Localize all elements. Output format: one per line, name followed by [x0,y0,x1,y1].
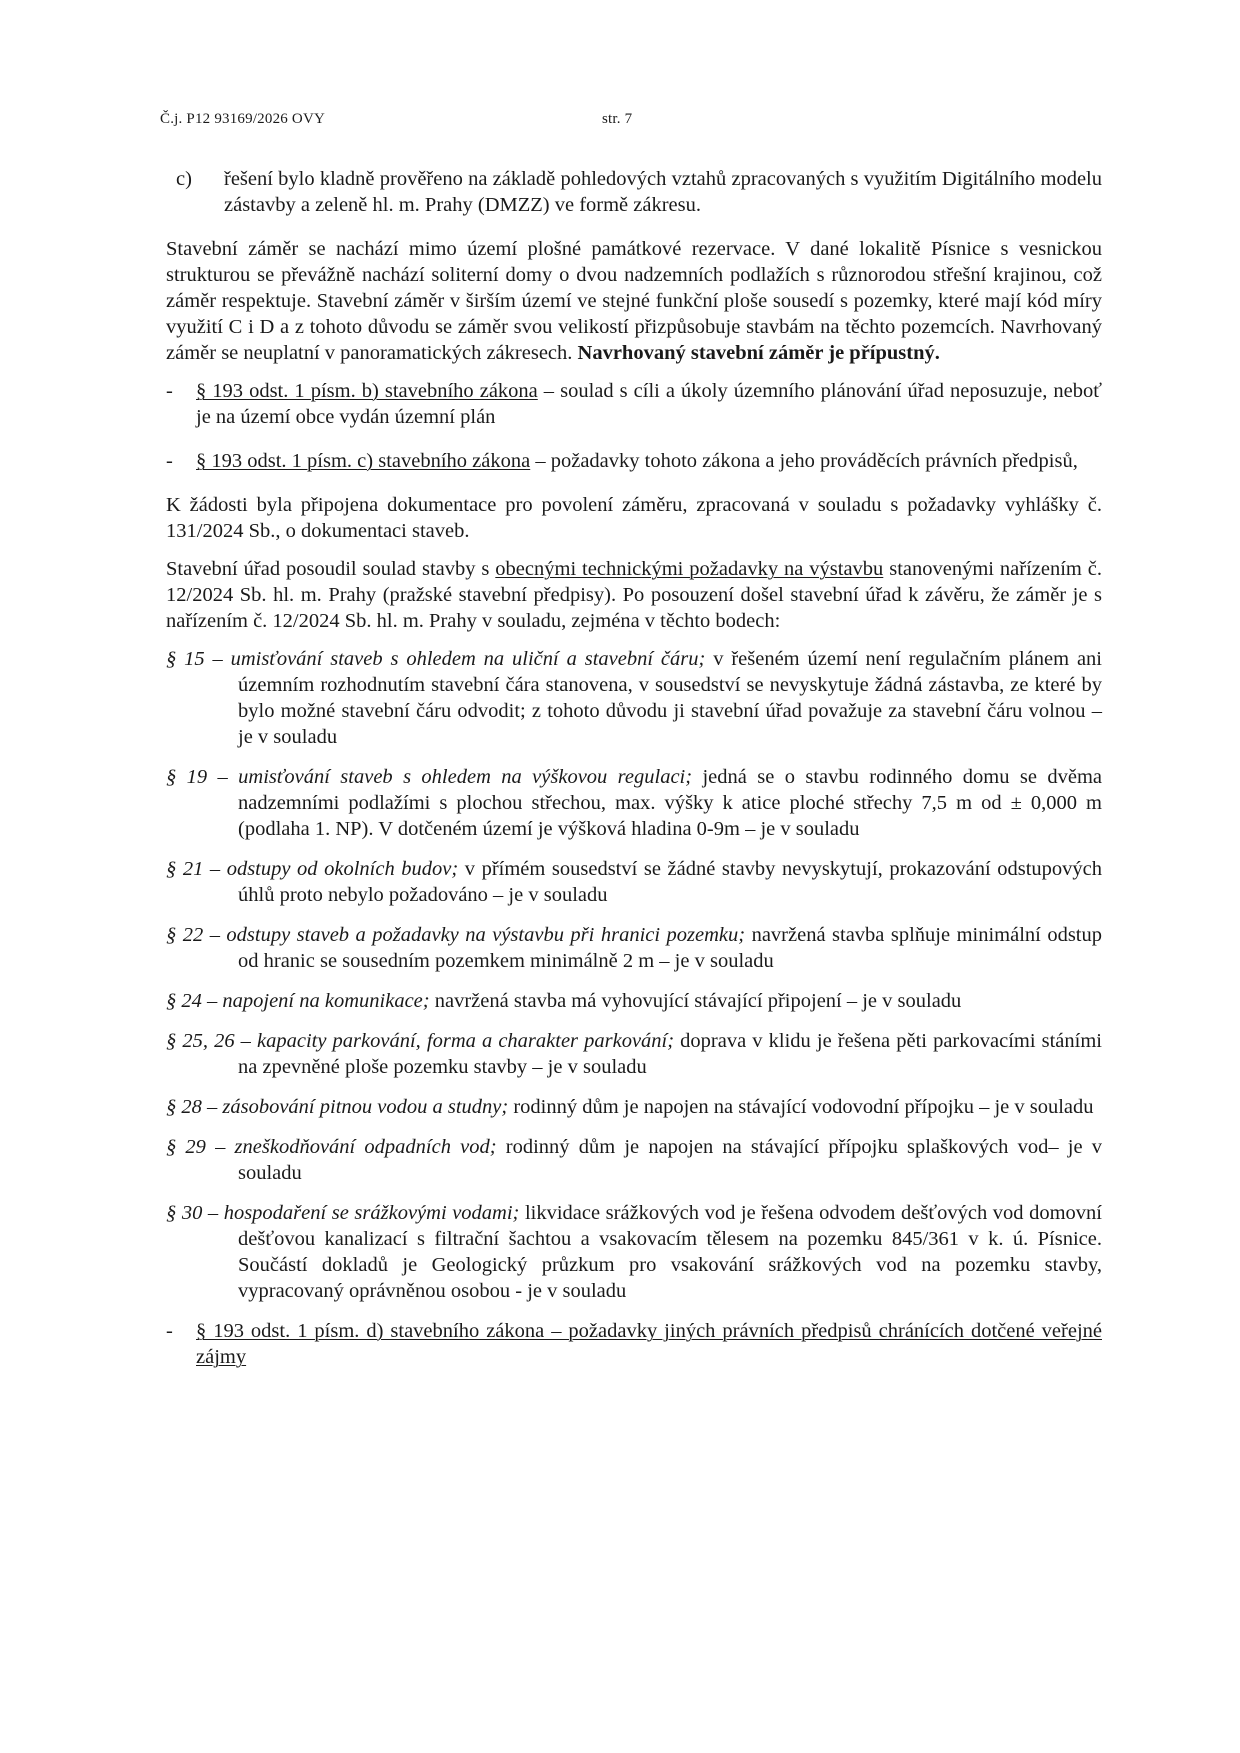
paragraph-assessment-post: stanovenými nařízením č. 12/2024 Sb. hl. m. Prahy (pražské stavební předpisy). Po posouzení došel stavební úřad k závěru, že záměr je s nařízením č. 12/2024 Sb. hl. m. Prahy v souladu, zejména v těchto bodech: [166,558,1102,632]
section-24 [166,988,1102,1014]
section-text: jedná se o stavbu rodinného domu se dvěma nadzemními podlažími s plochou střechou, max. výšky k atice ploché střechy 7,5 m od ± 0,000 m (podlaha 1. NP). V dotčeném území je výšková hladina 0-9m – je v souladu [238,766,1102,840]
list-item-c [176,166,1102,218]
law-reference-b: § 193 odst. 1 písm. b) stavebního zákona [196,380,538,402]
section-text: doprava v klidu je řešena pěti parkovacími stáními na zpevněné ploše pozemku stavby – je v souladu [238,1030,1102,1078]
technical-requirements-ref: obecnými technickými požadavky na výstavbu [495,558,884,580]
section-heading: § 28 – zásobování pitnou vodou a studny; [166,1096,509,1118]
section-text: rodinný dům je napojen na stávající přípojku splaškových vod– je v souladu [238,1136,1102,1184]
dash-item-c [166,448,1102,474]
dash-item-d [166,1318,1102,1370]
law-reference-c: § 193 odst. 1 písm. c) stavebního zákona [196,450,531,472]
section-30 [166,1200,1102,1304]
dash-item-c-text: – požadavky tohoto zákona a jeho prováděcích právních předpisů, [530,450,1078,472]
paragraph-assessment-pre: Stavební úřad posoudil soulad stavby s [166,558,496,580]
section-text: likvidace srážkových vod je řešena odvodem dešťových vod domovní dešťovou kanalizací s filtrační šachtou a vsakovacím tělesem na pozemku 845/361 v k. ú. Písnice. Součástí dokladů je Geologický průzkum pro vsakování srážkových vod na pozemku stavby, vypracovaný oprávněnou osobou - je v souladu [238,1202,1102,1302]
section-text: v přímém sousedství se žádné stavby nevyskytují, prokazování odstupových úhlů proto nebylo požadováno – je v souladu [238,858,1102,906]
dash-marker: - [166,1320,173,1342]
section-heading: § 30 – hospodaření se srážkovými vodami; [166,1202,520,1224]
paragraph-assessment [166,556,1102,634]
section-15 [166,646,1102,750]
dash-marker: - [166,450,173,472]
section-heading: § 25, 26 – kapacity parkování, forma a charakter parkování; [166,1030,675,1052]
list-item-label: c) [176,168,192,190]
dash-item-b-text: – soulad s cíli a úkoly územního plánování úřad neposuzuje, neboť je na území obce vydán územní plán [196,380,1102,428]
section-text: rodinný dům je napojen na stávající vodovodní přípojku – je v souladu [508,1096,1094,1118]
section-22 [166,922,1102,974]
section-19 [166,764,1102,842]
section-heading: § 21 – odstupy od okolních budov; [166,858,459,880]
paragraph-documentation: K žádosti byla připojena dokumentace pro povolení záměru, zpracovaná v souladu s požadavky vyhlášky č. 131/2024 Sb., o dokumentaci staveb. [166,494,1102,542]
section-21 [166,856,1102,908]
page-number: str. 7 [602,111,633,127]
section-heading: § 22 – odstupy staveb a požadavky na výstavbu při hranici pozemku; [166,924,746,946]
section-29 [166,1134,1102,1186]
section-text: navržená stavba splňuje minimální odstup od hranic se sousedním pozemkem minimálně 2 m – je v souladu [238,924,1102,972]
paragraph-location [166,236,1102,366]
section-heading: § 24 – napojení na komunikace; [166,990,430,1012]
list-item-text: řešení bylo kladně prověřeno na základě pohledových vztahů zpracovaných s využitím Digitálního modelu zástavby a zeleně hl. m. Prahy (DMZZ) ve formě zákresu. [224,168,1102,216]
dash-marker: - [166,380,173,402]
section-text: v řešeném území není regulačním plánem ani územním rozhodnutím stavební čára stanovena, v sousedství se nevyskytuje žádná zástavba, ze které by bylo možné stavební čáru odvodit; z tohoto důvodu ji stavební úřad považuje za stavební čáru volnou – je v souladu [238,648,1102,748]
dash-item-b [166,378,1102,430]
paragraph-location-text: Stavební záměr se nachází mimo území plošné památkové rezervace. V dané lokalitě Písnice s vesnickou strukturou se převážně nachází soliterní domy o dvou nadzemních podlažích s různorodou střešní krajinou, což záměr respektuje. Stavební záměr v širším území ve stejné funkční ploše sousedí s pozemky, které mají kód míry využití C i D a z tohoto důvodu se záměr svou velikostí přizpůsobuje stavbám na těchto pozemcích. Navrhovaný záměr se neuplatní v panoramatických zákresech. [166,238,1102,364]
law-reference-d: § 193 odst. 1 písm. d) stavebního zákona – požadavky jiných právních předpisů chránících dotčené veřejné zájmy [196,1320,1102,1368]
paragraph-location-conclusion: Navrhovaný stavební záměr je přípustný. [577,342,940,364]
section-text: navržená stavba má vyhovující stávající připojení – je v souladu [429,990,962,1012]
document-body [166,166,1102,1388]
case-reference: Č.j. P12 93169/2026 OVY [160,111,326,127]
section-heading: § 29 – zneškodňování odpadních vod; [166,1136,497,1158]
section-25-26 [166,1028,1102,1080]
section-28 [166,1094,1102,1120]
section-heading: § 19 – umisťování staveb s ohledem na výškovou regulaci; [166,766,693,788]
section-heading: § 15 – umisťování staveb s ohledem na uliční a stavební čáru; [166,648,706,670]
